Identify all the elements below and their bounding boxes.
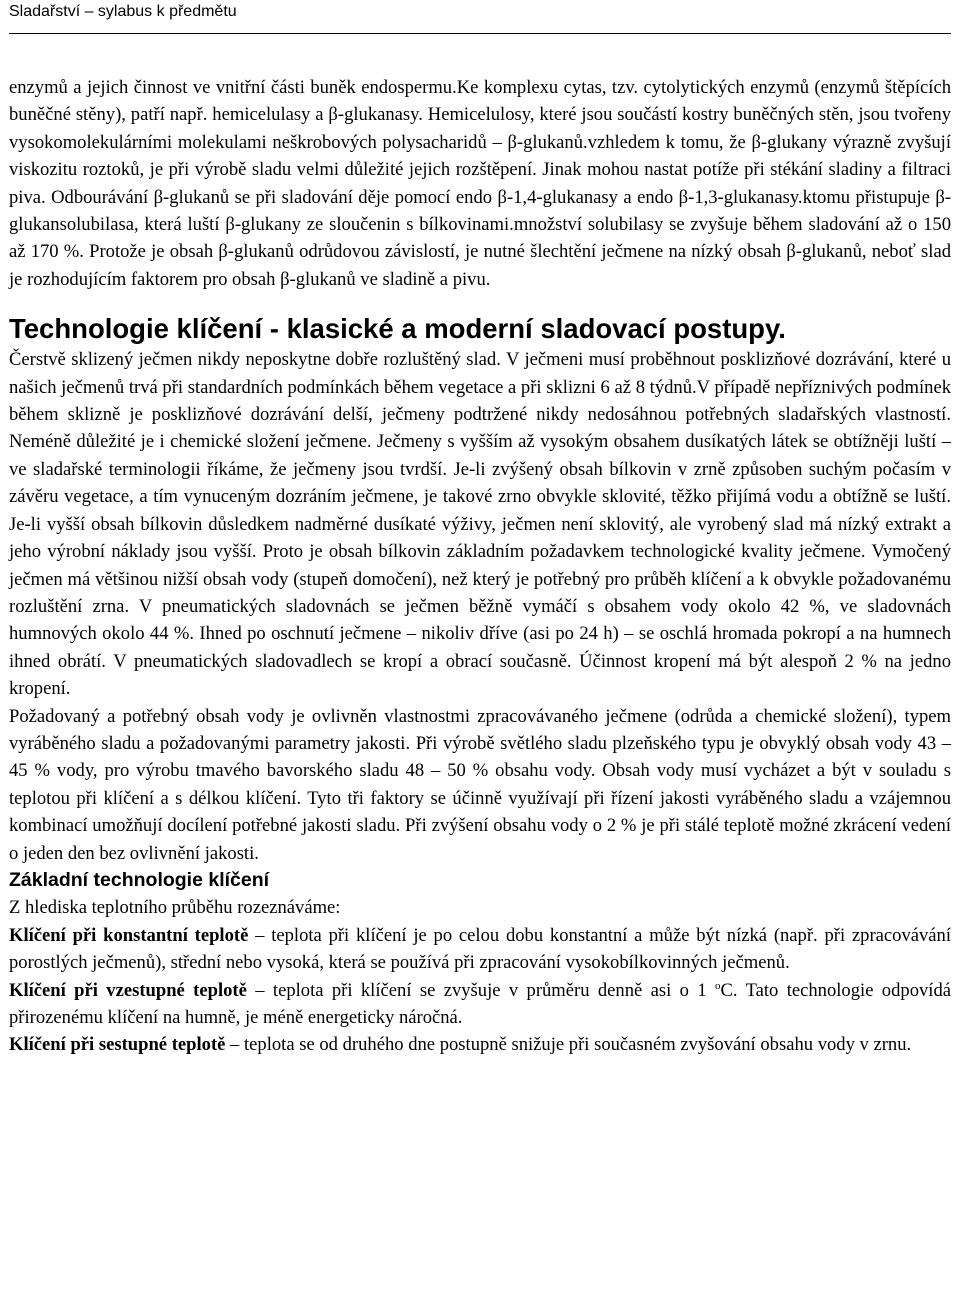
subsection-lead: Z hlediska teplotního průběhu rozeznáváme: — [9, 897, 341, 919]
subsection-heading: Základní technologie klíčení — [9, 868, 270, 891]
germination-constant-item — [9, 922, 951, 977]
germination-falling-text: – teplota se od druhého dne postupně snižuje při současném zvyšování obsahu vody v zrnu. — [225, 1034, 912, 1056]
germination-constant-text: – teplota při klíčení je po celou dobu konstantní a může být nízká (např. při zpracovávání porostlých ječmenů), střední nebo vysoká, která se používá při zpracování vysokobílkovinných ječmenů. — [9, 924, 952, 974]
page-content — [9, 74, 951, 1059]
germination-falling-item — [9, 1031, 951, 1058]
germination-rising-term: Klíčení při vzestupné teplotě — [9, 979, 247, 1001]
degree-superscript: o — [714, 979, 721, 992]
running-header: Sladařství – sylabus k předmětu — [9, 3, 237, 20]
intro-paragraph: enzymů a jejich činnost ve vnitřní části buněk endospermu.Ke komplexu cytas, tzv. cytolytických enzymů (enzymů štěpících buněčné stěny), patří např. hemicelulasy a β-glukanasy. Hemicelulosy, které jsou součástí kostry buněčných stěn, jsou tvořeny vysokomolekulárními molekulami neškrobových polysacharidů – β-glukanů.vzhledem k tomu, že β-glukany výrazně zvyšují viskozitu roztoků, je při výrobě sladu velmi důležité jejich rozštěpení. Jinak mohou nastat potíže při stékání sladiny a filtraci piva. Odbourávání β-glukanů se při sladování děje pomocí endo β-1,4-glukanasy a endo β-1,3-glukanasy.ktomu přistupuje β-glukansolubilasa, která luští β-glukany ze sloučenin s bílkovinami.množství solubilasy se zvyšuje během sladování až o 150 až 170 %. Protože je obsah β-glukanů odrůdovou závislostí, je nutné šlechtění ječmene na nízký obsah β-glukanů, neboť slad je rozhodujícím faktorem pro obsah β-glukanů ve sladině a pivu. — [9, 77, 951, 290]
section-paragraph-1: Čerstvě sklizený ječmen nikdy neposkytne dobře rozluštěný slad. V ječmeni musí proběhnout posklizňové dozrávání, které u našich ječmenů trvá při standardních podmínkách během vegetace a při sklizni 6 až 8 týdnů.V případě nepříznivých podmínek během sklizně je posklizňové dozrávání delší, ječmeny podtržené nikdy nedosáhnou potřebných sladařských vlastností. Neméně důležité je i chemické složení ječmene. Ječmeny s vyšším až vysokým obsahem dusíkatých látek se obtížněji luští – ve sladařské terminologii říkáme, že ječmeny jsou tvrdší. Je-li zvýšený obsah bílkovin v zrně způsoben suchým počasím v závěru vegetace, a tím vynuceným dozráním ječmene, je takové zrno obvykle sklovité, těžko přijímá vodu a obtížně se luští. Je-li vyšší obsah bílkovin důsledkem nadměrné dusíkaté výživy, ječmen není sklovitý, ale vyrobený slad má nízký extrakt a jeho výrobní náklady jsou vyšší. Proto je obsah bílkovin základním požadavkem technologické kvality ječmene. Vymočený ječmen má většinou nižší obsah vody (stupeň domočení), než který je potřebný pro průběh klíčení a k obvykle požadovanému rozluštění zrna. V pneumatických sladovnách se ječmen běžně vymáčí s obsahem vody okolo 42 %, ve sladovnách humnových okolo 44 %. Ihned po oschnutí ječmene – nikoliv dříve (asi po 24 h) – se oschlá hromada pokropí a na humnech ihned obrátí. V pneumatických sladovadlech se kropí a obrací současně. Účinnost kropení má být alespoň 2 % na jedno kropení. — [9, 349, 951, 700]
section-heading: Technologie klíčení - klasické a moderní sladovací postupy. — [9, 313, 786, 345]
germination-rising-text-after: C. Tato technologie odpovídá přirozenému klíčení na humně, je méně energeticky náročná. — [9, 979, 952, 1028]
header-divider — [9, 33, 951, 34]
germination-constant-term: Klíčení při konstantní teplotě — [9, 924, 249, 946]
section-paragraph-2: Požadovaný a potřebný obsah vody je ovlivněn vlastnostmi zpracovávaného ječmene (odrůda a chemické složení), typem vyráběného sladu a požadovanými parametry jakosti. Při výrobě světlého sladu plzeňského typu je obvyklý obsah vody 43 – 45 % vody, pro výrobu tmavého bavorského sladu 48 – 50 % obsahu vody. Obsah vody musí vycházet a být v souladu s teplotou při klíčení a s délkou klíčení. Tyto tři faktory se účinně využívají při řízení jakosti vyráběného sladu a vzájemnou kombinací umožňují docílení potřebné jakosti sladu. Při zvýšení obsahu vody o 2 % je při stálé teplotě možné zkrácení vedení o jeden den bez ovlivnění jakosti. — [9, 705, 951, 864]
germination-falling-term: Klíčení při sestupné teplotě — [9, 1034, 226, 1056]
germination-rising-item — [9, 977, 951, 1032]
germination-rising-text: – teplota při klíčení se zvyšuje v průměru denně asi o 1 — [246, 979, 715, 1001]
